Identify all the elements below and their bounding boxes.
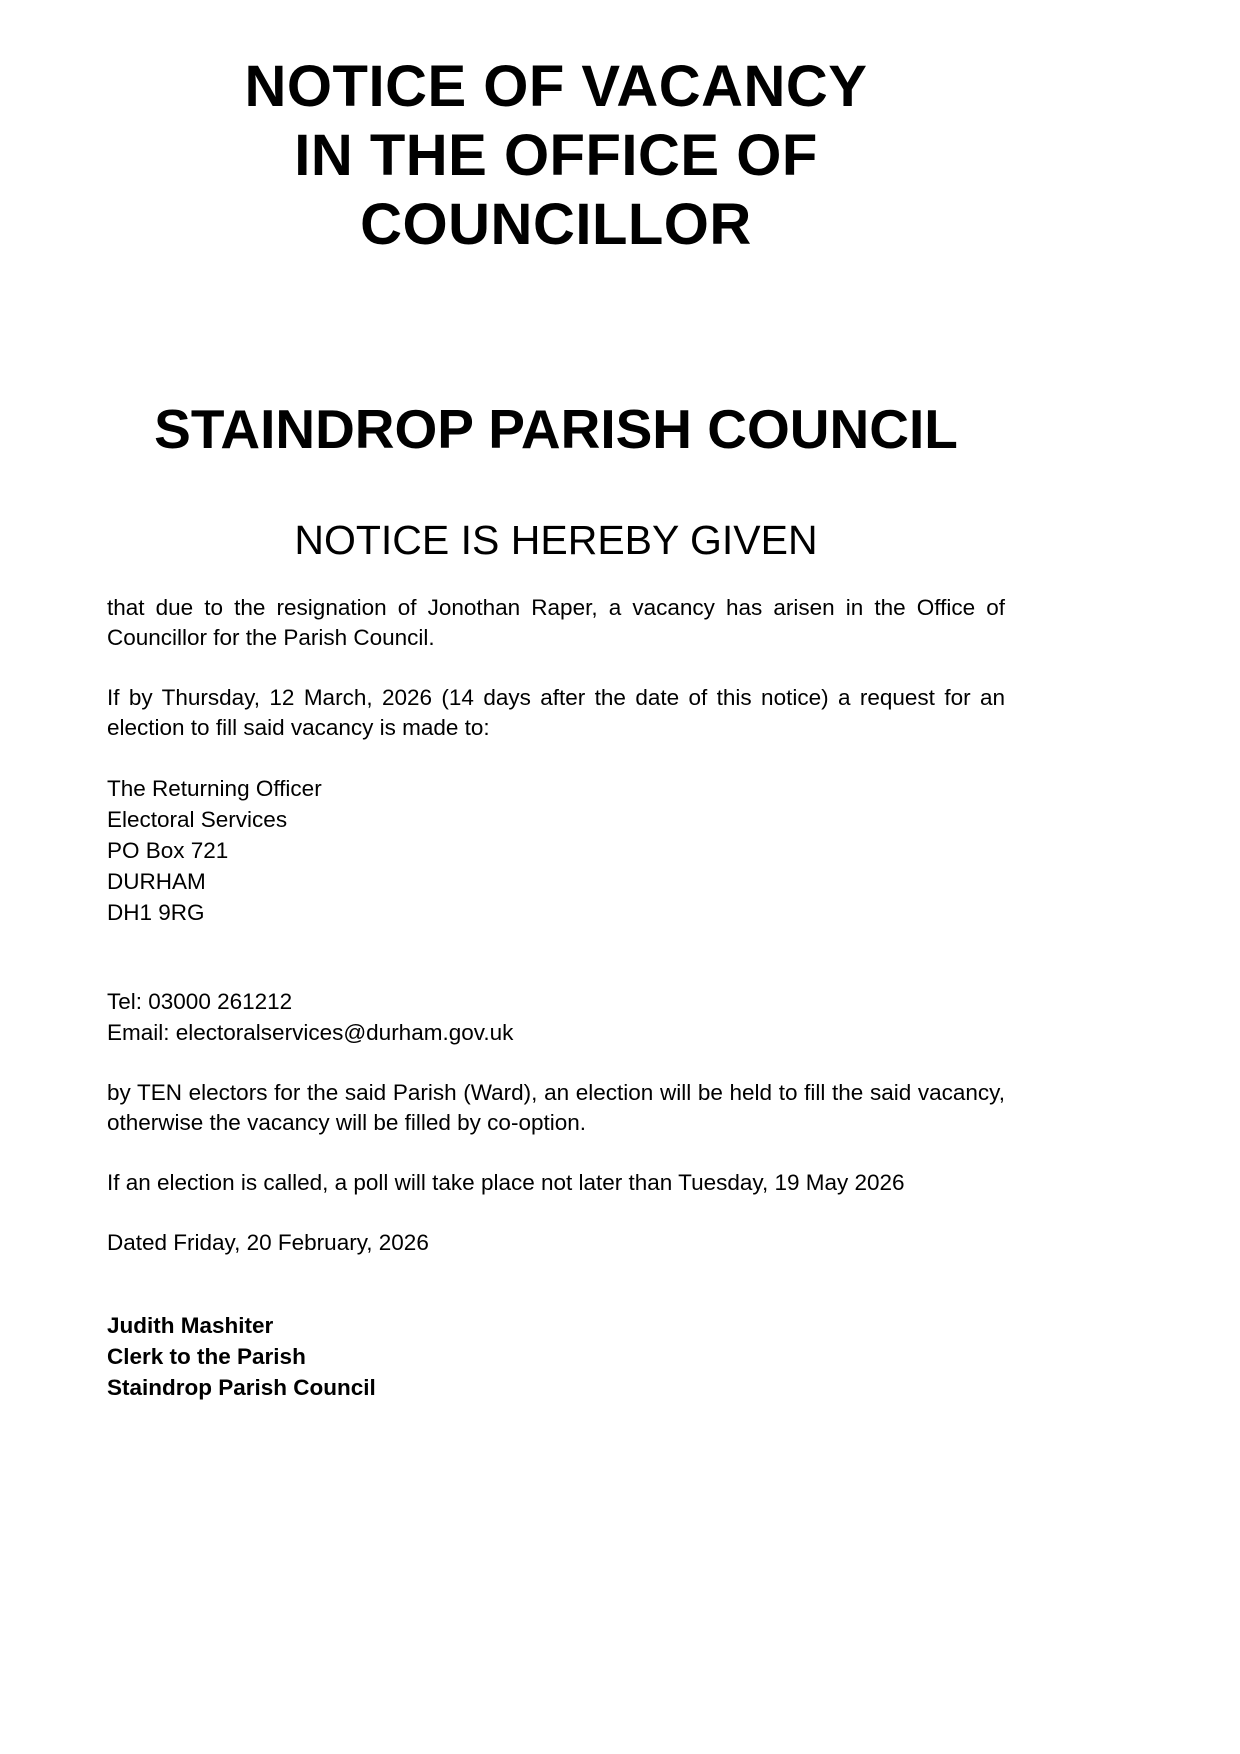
- contact-email: Email: electoralservices@durham.gov.uk: [107, 1020, 514, 1045]
- notice-subtitle: NOTICE IS HEREBY GIVEN: [294, 517, 818, 563]
- signature-role: Clerk to the Parish: [107, 1344, 306, 1369]
- address-line-officer: The Returning Officer: [107, 776, 322, 801]
- paragraph-ten-electors: by TEN electors for the said Parish (Ward), an election will be held to fill the said vacancy, otherwise the vacancy will be filled by co-option.: [107, 1080, 1005, 1135]
- signature-block: [107, 1310, 1005, 1403]
- paragraph-request-deadline: If by Thursday, 12 March, 2026 (14 days after the date of this notice) a request for an election to fill said vacancy is made to:: [107, 685, 1005, 740]
- returning-officer-address: [107, 773, 1005, 928]
- signature-name: Judith Mashiter: [107, 1313, 274, 1338]
- signature-council: Staindrop Parish Council: [107, 1375, 376, 1400]
- contact-telephone: Tel: 03000 261212: [107, 989, 293, 1014]
- main-title: [107, 52, 1005, 259]
- paragraph-dated: Dated Friday, 20 February, 2026: [107, 1230, 429, 1255]
- main-title-line-2: IN THE OFFICE OF: [294, 123, 818, 188]
- main-title-line-3: COUNCILLOR: [360, 192, 752, 257]
- address-line-department: Electoral Services: [107, 807, 288, 832]
- paragraph-resignation: that due to the resignation of Jonothan Raper, a vacancy has arisen in the Office of Councillor for the Parish Council.: [107, 595, 1005, 650]
- contact-details: [107, 986, 1005, 1048]
- notice-content: [107, 0, 1005, 1403]
- address-line-postcode: DH1 9RG: [107, 900, 205, 925]
- council-name-heading: STAINDROP PARISH COUNCIL: [154, 398, 958, 460]
- address-line-city: DURHAM: [107, 869, 206, 894]
- main-title-line-1: NOTICE OF VACANCY: [244, 54, 868, 119]
- notice-body: [107, 593, 1005, 1403]
- address-line-pobox: PO Box 721: [107, 838, 229, 863]
- paragraph-poll-date: If an election is called, a poll will take place not later than Tuesday, 19 May 2026: [107, 1170, 905, 1195]
